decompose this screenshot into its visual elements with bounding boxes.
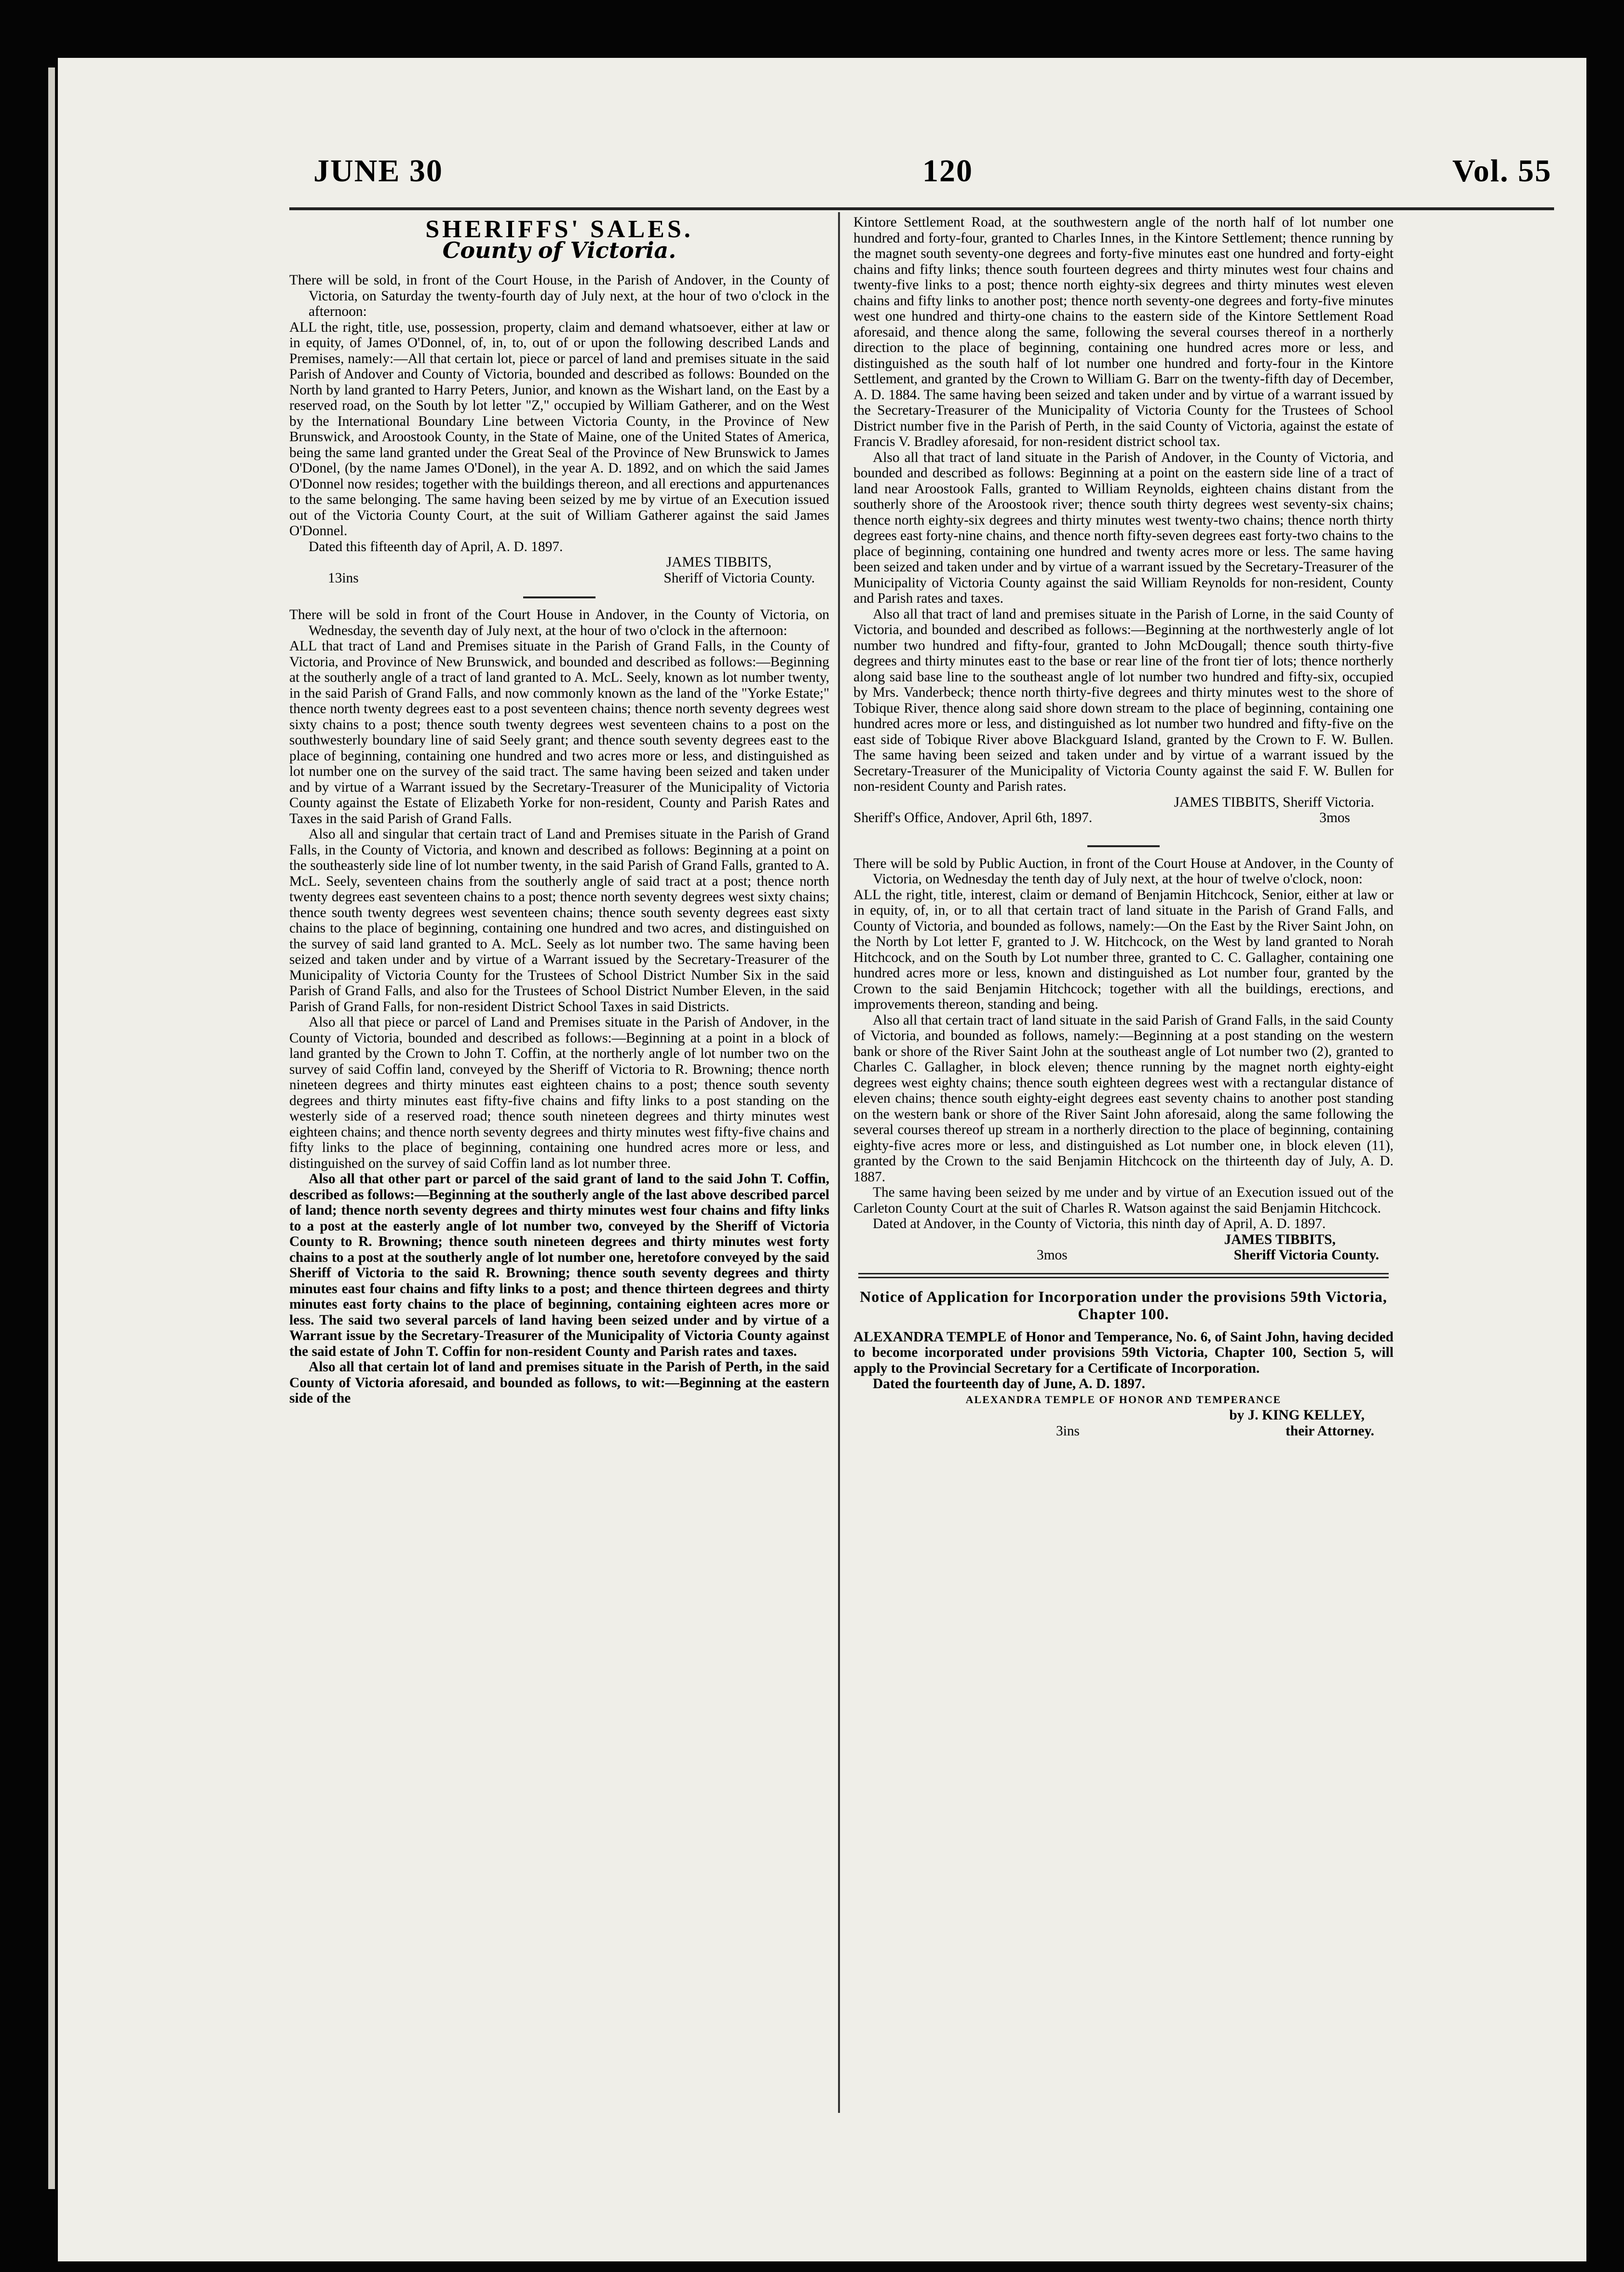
attorney-name: by J. KING KELLEY,: [1229, 1407, 1365, 1423]
double-rule: [858, 1273, 1389, 1278]
incorporation-notice-body: ALEXANDRA TEMPLE of Honor and Temperance, No. 6, of Saint John, having decided to become incorporated under provisions 59th Victoria, Chapter 100, Section 5, will apply to the Provincial Secretary for a Certificate of Incorporation.: [853, 1329, 1394, 1376]
page-number: 120: [922, 153, 973, 189]
notice3-intro: There will be sold by Public Auction, in front of the Court House at Andover, in the County of Victoria, on Wednesday the tenth day of July next, at the hour of twelve o'clock, noon:: [853, 855, 1394, 887]
notice3-paragraph: ALL the right, title, interest, claim or demand of Benjamin Hitchcock, Senior, either at law or in equity, of, in, or to all that certain tract of land situate in the Parish of Grand Falls, and County of Victoria, and bounded as follows, namely:—On the East by the River Saint John, on the North by Lot letter F, granted to J. W. Hitchcock, on the West by land granted to Norah Hitchcock, and on the South by Lot number three, granted to C. C. Gallagher, containing one hundred acres more or less, known and distinguished as Lot number four, granted by the Crown to the said Benjamin Hitchcock; together with all the buildings, erections, and improvements thereon, standing and being.: [853, 887, 1394, 1012]
separator: [1087, 845, 1160, 847]
notice2-paragraph: Also all that piece or parcel of Land and Premises situate in the Parish of Andover, in the County of Victoria, bounded and described as follows:—Beginning at a point in a block of land granted by the Crown to John T. Coffin, at the northerly angle of lot number two on the survey of said Coffin land, conveyed by the Sheriff of Victoria to R. Browning; thence north nineteen degrees and thirty minutes east eighteen chains to a post; thence south seventy degrees and thirty minutes east fifty-five chains and fifty links to a post standing on the westerly side of a reserved road; thence south nineteen degrees and thirty minutes west eighteen chains; and thence north seventy degrees and thirty minutes west fifty-five chains and fifty links to the place of beginning, containing one hundred acres more or less, and distinguished on the survey of said Coffin land as lot number three.: [289, 1014, 829, 1171]
notice3-insertions: 3mos: [1037, 1247, 1068, 1263]
continued-paragraph: Kintore Settlement Road, at the southwestern angle of the north half of lot number one hundred and forty-four, granted to Charles Innes, in the Kintore Settlement; thence running by the magnet south seventy-one degrees and forty-five minutes east one hundred and forty-eight chains and fifty links; thence south fourteen degrees and thirty minutes west four chains and twenty-five links to a post; thence north eighty-six degrees and thirty minutes west eleven chains and fifty links to another post; thence north seventy-one degrees and forty-five minutes west one hundred and thirty-one chains to the eastern side of the Kintore Settlement Road aforesaid, and thence along the same, following the several courses thereof in a northerly direction to the place of beginning, containing one hundred acres more or less, and distinguished as the south half of lot number one hundred and forty-four in the Kintore Settlement, and granted by the Crown to William G. Barr on the twenty-fifth day of December, A. D. 1884. The same having been seized and taken under and by virtue of a warrant issued by the Secretary-Treasurer of the Municipality of Victoria County for the Trustees of School District number five in the Parish of Perth, in the said County of Victoria, against the estate of Francis V. Bradley aforesaid, for non-resident district school tax.: [853, 215, 1394, 449]
notice-insertions: 3ins: [1056, 1423, 1080, 1439]
page-header: [313, 145, 1552, 198]
issue-date: JUNE 30: [313, 153, 443, 189]
office-insertions: 3mos: [1319, 810, 1350, 825]
notice3-paragraph: Also all that certain tract of land situate in the said Parish of Grand Falls, in the said County of Victoria, and bounded as follows, namely:—Beginning at a post standing on the western bank or shore of the River Saint John at the southeast angle of Lot number two (2), granted to Charles C. Gallagher, in block eleven; thence running by the magnet north eighty-eight degrees west eighty chains; thence south eighteen degrees west with a rectangular distance of eleven chains; thence south eighty-eight degrees east seventy chains to another post standing on the western bank or shore of the River Saint John aforesaid, along the same following the several courses thereof up stream in a northerly direction to the place of beginning, containing eighty-five acres more or less, and distinguished as Lot number one, in block eleven (11), granted by the Crown to the said Benjamin Hitchcock on the thirteenth day of July, A. D. 1887.: [853, 1012, 1394, 1185]
notice1-intro: There will be sold, in front of the Court House, in the Parish of Andover, in the County of Victoria, on Saturday the twenty-fourth day of July next, at the hour of two o'clock in the afternoon:: [289, 272, 829, 319]
notice3-dated: Dated at Andover, in the County of Victoria, this ninth day of April, A. D. 1897.: [873, 1216, 1326, 1231]
incorporation-org-name: ALEXANDRA TEMPLE OF HONOR AND TEMPERANCE: [965, 1393, 1282, 1406]
signature-sheriff: JAMES TIBBITS, Sheriff Victoria.: [1174, 794, 1374, 810]
section-heading: SHERIFFS' SALES.: [425, 216, 693, 243]
notice3-signature-row: [853, 1247, 1394, 1263]
notice1-signature-row: [289, 570, 829, 586]
incorporation-notice-title: Notice of Application for Incorporation under the provisions 59th Victoria, Chapter 100.: [860, 1287, 1387, 1323]
separator: [523, 596, 595, 598]
notice3-signature-name: JAMES TIBBITS,: [1224, 1231, 1336, 1247]
attorney-row: [853, 1423, 1394, 1439]
notice2-intro: There will be sold in front of the Court House in Andover, in the County of Victoria, on Wednesday, the seventh day of July next, at the hour of two o'clock in the afternoon:: [289, 607, 829, 638]
notice1-signature-name: JAMES TIBBITS,: [666, 554, 771, 570]
notice1-body: ALL the right, title, use, possession, property, claim and demand whatsoever, either at law or in equity, of James O'Donnel, of, in, to, out of or upon the following described Lands and Premises, namely:—All that certain lot, piece or parcel of land and premises situate in the said Parish of Andover and County of Victoria, bounded and described as follows: Bounded on the North by land granted to Harry Peters, Junior, and known as the Wishart land, on the East by a reserved road, on the South by lot letter "Z," occupied by William Gatherer, and on the West by the International Boundary Line between Victoria County, in the Province of New Brunswick, and Aroostook County, in the State of Maine, one of the United States of America, being the same land granted under the Great Seal of the Province of New Brunswick to James O'Donel, (by the name James O'Donel), in the year A. D. 1892, and on which the said James O'Donnel now resides; together with the buildings thereon, and all erections and appurtenances to the same belonging. The same having been seized by me by virtue of an Execution issued out of the Victoria County Court, at the suit of William Gatherer against the said James O'Donnel.: [289, 319, 829, 539]
notice1-dated: Dated this fifteenth day of April, A. D. 1897.: [309, 539, 563, 554]
header-rule: [289, 207, 1554, 210]
attorney-role: their Attorney.: [1286, 1423, 1374, 1439]
office-row: [853, 810, 1394, 826]
sheriff-office-line: Sheriff's Office, Andover, April 6th, 1897.: [853, 810, 1093, 825]
page-edge: [48, 68, 55, 2189]
notice1-insertions: 13ins: [328, 570, 359, 586]
andover-paragraph: Also all that tract of land situate in the Parish of Andover, in the County of Victoria, and bounded and described as follows: Beginning at a point on the eastern side line of a tract of land near Aroostook Falls, granted to William Reynolds, eighteen chains distant from the southerly shore of the Aroostook river; thence south thirty degrees west seventy-six chains; thence north eighty-six degrees and thirty minutes west twenty-two chains; thence north thirty degrees east forty-nine chains, and thence north fifty-seven degrees east forty-two chains to the place of beginning, containing one hundred and twenty acres more or less. The same having been seized and taken under and by virtue of a warrant issued by the Secretary-Treasurer of the Municipality of Victoria County against the said William Reynolds for non-resident, County and Parish rates and taxes.: [853, 449, 1394, 606]
notice2-paragraph: Also all that certain lot of land and premises situate in the Parish of Perth, in the said County of Victoria aforesaid, and bounded as follows, to wit:—Beginning at the eastern side of the: [289, 1359, 829, 1406]
notice2-paragraph: Also all and singular that certain tract of Land and Premises situate in the Parish of Grand Falls, in the County of Victoria, and known and described as follows: Beginning at a point on the southeasterly side line of lot number twenty, in the said Parish of Grand Falls, granted to A. McL. Seely, seventeen chains from the southerly angle of said tract at a post; thence north twenty degrees east seventeen chains to a post; thence north seventy degrees west sixty chains; thence south twenty degrees west seventeen chains; thence south seventy degrees east sixty chains to the place of beginning, containing one hundred and two acres, and distinguished on the survey of said land granted to A. McL. Seely as lot number two. The same having been seized and taken under and by virtue of a Warrant issued by the Secretary-Treasurer of the Municipality of Victoria County for the Trustees of School District Number Six in the said Parish of Grand Falls, and also for the Trustees of School District Number Eleven, in the said Parish of Grand Falls, for non-resident District School Taxes in said Districts.: [289, 826, 829, 1014]
lorne-paragraph: Also all that tract of land and premises situate in the Parish of Lorne, in the said County of Victoria, and bounded and described as follows:—Beginning at the northwesterly angle of lot number two hundred and fifty-four, granted to John McDougall; thence south thirty-five degrees and thirty minutes east to the base or rear line of the front tier of lots; thence northerly along said base line to the southeast angle of lot number two hundred and fifty-six, occupied by Mrs. Vanderbeck; thence north thirty-five degrees and thirty minutes west to the shore of Tobique River, thence along said shore down stream to the place of beginning, containing one hundred acres more or less, and distinguished as lot number two hundred and fifty-five on the east side of Tobique River above Blackguard Island, granted by the Crown to F. W. Bullen. The same having been seized and taken under and by virtue of a warrant issued by the Secretary-Treasurer of the Municipality of Victoria County against the said F. W. Bullen for non-resident County and Parish rates.: [853, 606, 1394, 794]
notice2-paragraph: ALL that tract of Land and Premises situate in the Parish of Grand Falls, in the County of Victoria, and Province of New Brunswick, and bounded and described as follows:—Beginning at the southerly angle of a tract of land granted to A. McL. Seely, known as lot number twenty, in the said Parish of Grand Falls, and now commonly known as the land of the "Yorke Estate;" thence north twenty degrees east to a post seventeen chains; thence north seventy degrees west sixty chains to a post; thence south twenty degrees west seventeen chains to a post on the southwesterly boundary line of said Seely grant; and thence south seventy degrees east to the place of beginning, containing one hundred and two acres more or less, and distinguished as lot number one on the survey of the said tract. The same having been seized and taken under and by virtue of a Warrant issued by the Secretary-Treasurer of the Municipality of Victoria County against the Estate of Elizabeth Yorke for non-resident, County and Parish Rates and Taxes in the said Parish of Grand Falls.: [289, 638, 829, 826]
column-divider: [838, 212, 840, 2113]
notice3-signature-title: Sheriff Victoria County.: [1233, 1247, 1379, 1263]
left-column: [289, 215, 829, 1406]
notice3-paragraph: The same having been seized by me under and by virtue of an Execution issued out of the Carleton County Court at the suit of Charles R. Watson against the said Benjamin Hitchcock.: [853, 1185, 1394, 1216]
volume-number: Vol. 55: [1452, 153, 1552, 189]
right-column: [853, 215, 1394, 1439]
incorporation-notice-dated: Dated the fourteenth day of June, A. D. 1897.: [873, 1376, 1145, 1392]
county-heading: County of Victoria.: [442, 237, 677, 263]
notice1-signature-title: Sheriff of Victoria County.: [663, 570, 815, 586]
notice2-paragraph: Also all that other part or parcel of the said grant of land to the said John T. Coffin, described as follows:—Beginning at the southerly angle of the last above described parcel of land; thence north seventy degrees and thirty minutes west four chains and fifty links to a post at the easterly angle of lot number two, conveyed by the Sheriff of Victoria County to R. Browning; thence south nineteen degrees and thirty minutes west forty chains to a post at the southerly angle of lot number one, heretofore conveyed by the said Sheriff of Victoria to the said R. Browning; thence south seventy degrees and thirty minutes east four chains and fifty links to a post; and thence thirteen degrees and thirty minutes east forty chains to the place of beginning, containing eighteen acres more or less. The said two several parcels of land having been seized under and by virtue of a Warrant issue by the Secretary-Treasurer of the Municipality of Victoria County against the said estate of John T. Coffin for non-resident County and Parish rates and taxes.: [289, 1171, 829, 1359]
